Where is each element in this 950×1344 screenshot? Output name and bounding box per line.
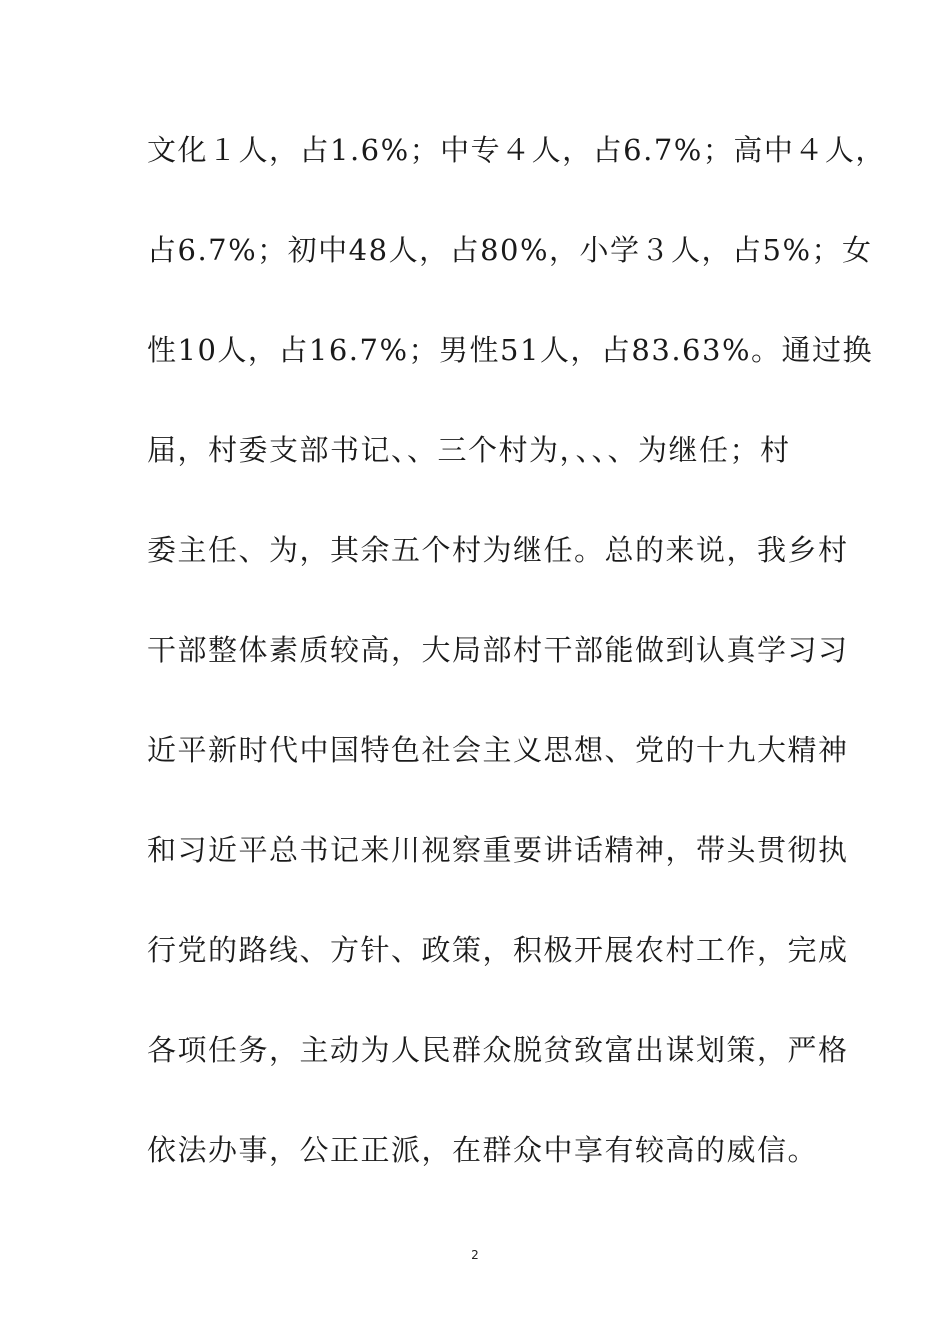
- text-line: 占6.7%；初中48人，占80%，小学３人，占5%；女: [147, 233, 873, 267]
- text-line: 和习近平总书记来川视察重要讲话精神，带头贯彻执: [147, 833, 849, 867]
- text-line: 各项任务，主动为人民群众脱贫致富出谋划策，严格: [147, 1033, 849, 1067]
- body-paragraph: [147, 124, 886, 1224]
- text-line: 依法办事，公正正派，在群众中享有较高的威信。: [147, 1133, 819, 1167]
- text-line: 性10人，占16.7%；男性51人，占83.63%。通过换: [147, 333, 874, 367]
- text-line: 届，村委支部书记、、三个村为，、、、为继任；村: [147, 433, 791, 467]
- text-line: 委主任、为，其余五个村为继任。总的来说，我乡村: [147, 533, 849, 567]
- text-line: 干部整体素质较高，大局部村干部能做到认真学习习: [147, 633, 849, 667]
- text-line: 行党的路线、方针、政策，积极开展农村工作，完成: [147, 933, 849, 967]
- text-line: 近平新时代中国特色社会主义思想、党的十九大精神: [147, 733, 849, 767]
- page-number: 2: [471, 1248, 479, 1262]
- text-line: 文化１人，占1.6%；中专４人，占6.7%；高中４人，: [147, 133, 886, 167]
